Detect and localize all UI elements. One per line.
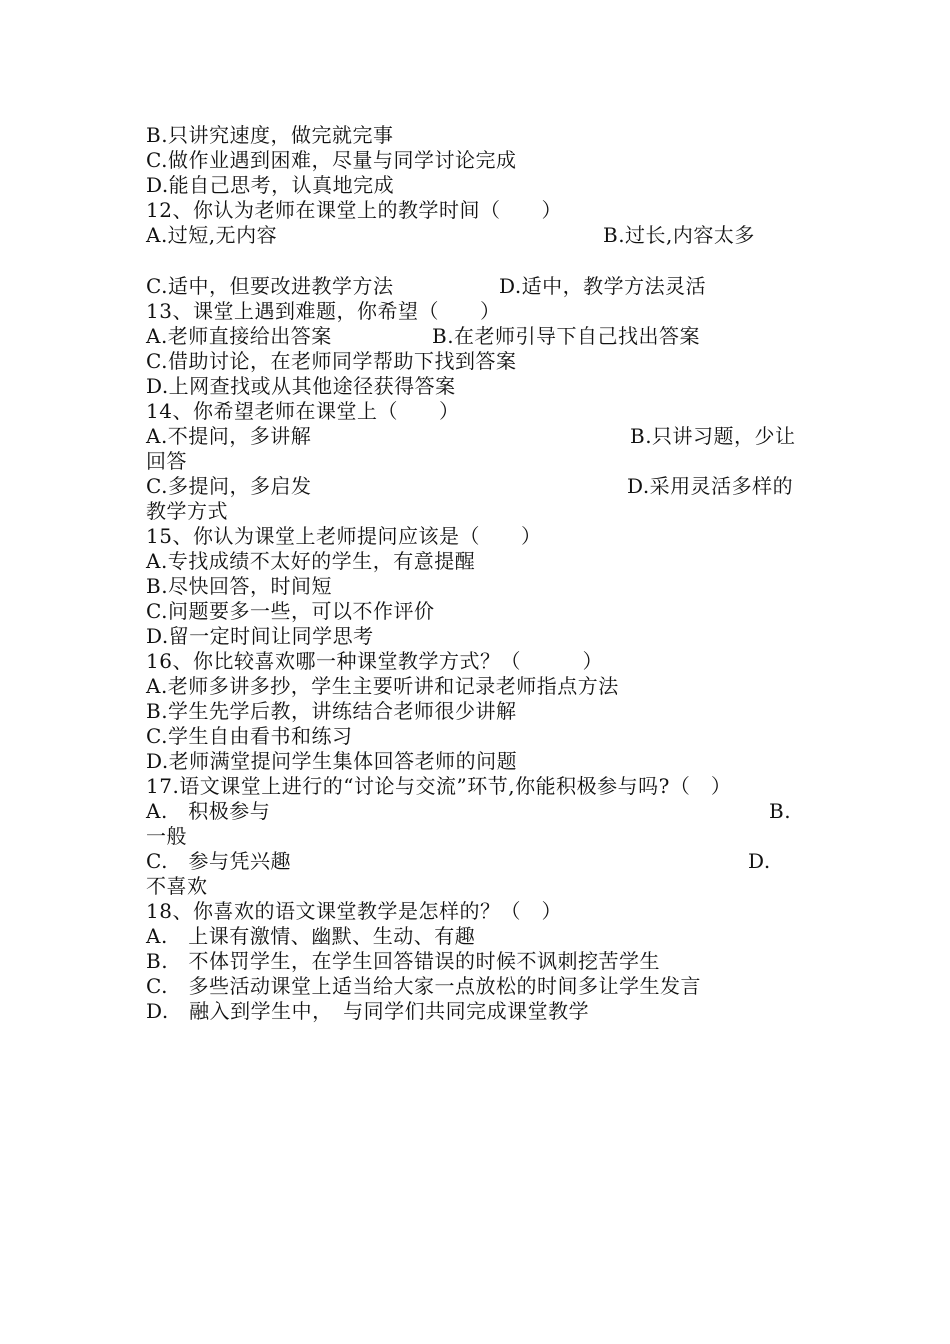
q13-question: 13、课堂上遇到难题，你希望（ ） <box>146 299 501 323</box>
q17-option-a: A. 积极参与 <box>146 799 271 823</box>
q17-option-d-continued: 不喜欢 <box>146 874 208 898</box>
q16-question: 16、你比较喜欢哪一种课堂教学方式？（ ） <box>146 649 603 673</box>
q17-option-b-continued: 一般 <box>146 824 187 848</box>
q18-option-d: D. 融入到学生中， 与同学们共同完成课堂教学 <box>146 999 590 1023</box>
q16-option-d: D.老师满堂提问学生集体回答老师的问题 <box>146 749 518 773</box>
q17-question: 17.语文课堂上进行的“讨论与交流”环节,你能积极参与吗?（ ） <box>146 774 732 798</box>
q14-option-c: C.多提问，多启发 <box>146 474 312 498</box>
q12-option-c: C.适中，但要改进教学方法 <box>146 274 394 298</box>
q15-option-b: B.尽快回答，时间短 <box>146 574 333 598</box>
q14-option-d: D.采用灵活多样的 <box>627 474 794 498</box>
q18-question: 18、你喜欢的语文课堂教学是怎样的？（ ） <box>146 899 562 923</box>
q12-option-d: D.适中，教学方法灵活 <box>499 274 707 298</box>
q14-option-a: A.不提问，多讲解 <box>146 424 312 448</box>
q12-option-b: B.过长,内容太多 <box>603 223 755 247</box>
q18-option-b: B. 不体罚学生，在学生回答错误的时候不讽刺挖苦学生 <box>146 949 661 973</box>
q11-option-d: D.能自己思考，认真地完成 <box>146 173 395 197</box>
q12-question: 12、你认为老师在课堂上的教学时间（ ） <box>146 198 562 222</box>
q13-option-d: D.上网查找或从其他途径获得答案 <box>146 374 456 398</box>
q16-option-a: A.老师多讲多抄，学生主要听讲和记录老师指点方法 <box>146 674 619 698</box>
q15-option-c: C.问题要多一些，可以不作评价 <box>146 599 435 623</box>
q15-question: 15、你认为课堂上老师提问应该是（ ） <box>146 524 542 548</box>
q13-option-a: A.老师直接给出答案 <box>146 324 332 348</box>
q11-option-c: C.做作业遇到困难，尽量与同学讨论完成 <box>146 148 517 172</box>
q18-option-c: C. 多些活动课堂上适当给大家一点放松的时间多让学生发言 <box>146 974 701 998</box>
q14-option-b-continued: 回答 <box>146 449 187 473</box>
q17-option-c: C. 参与凭兴趣 <box>146 849 291 873</box>
q15-option-a: A.专找成绩不太好的学生，有意提醒 <box>146 549 476 573</box>
q17-option-b: B. <box>769 799 792 823</box>
q13-option-c: C.借助讨论，在老师同学帮助下找到答案 <box>146 349 517 373</box>
q15-option-d: D.留一定时间让同学思考 <box>146 624 374 648</box>
q17-option-d: D. <box>748 849 771 873</box>
q11-option-b: B.只讲究速度，做完就完事 <box>146 123 394 147</box>
q16-option-c: C.学生自由看书和练习 <box>146 724 353 748</box>
q13-option-b: B.在老师引导下自己找出答案 <box>432 324 701 348</box>
q18-option-a: A. 上课有激情、幽默、生动、有趣 <box>146 924 476 948</box>
q14-question: 14、你希望老师在课堂上（ ） <box>146 399 460 423</box>
q12-option-a: A.过短,无内容 <box>146 223 278 247</box>
q14-option-d-continued: 教学方式 <box>146 499 228 523</box>
q14-option-b: B.只讲习题，少让 <box>630 424 796 448</box>
q16-option-b: B.学生先学后教，讲练结合老师很少讲解 <box>146 699 517 723</box>
